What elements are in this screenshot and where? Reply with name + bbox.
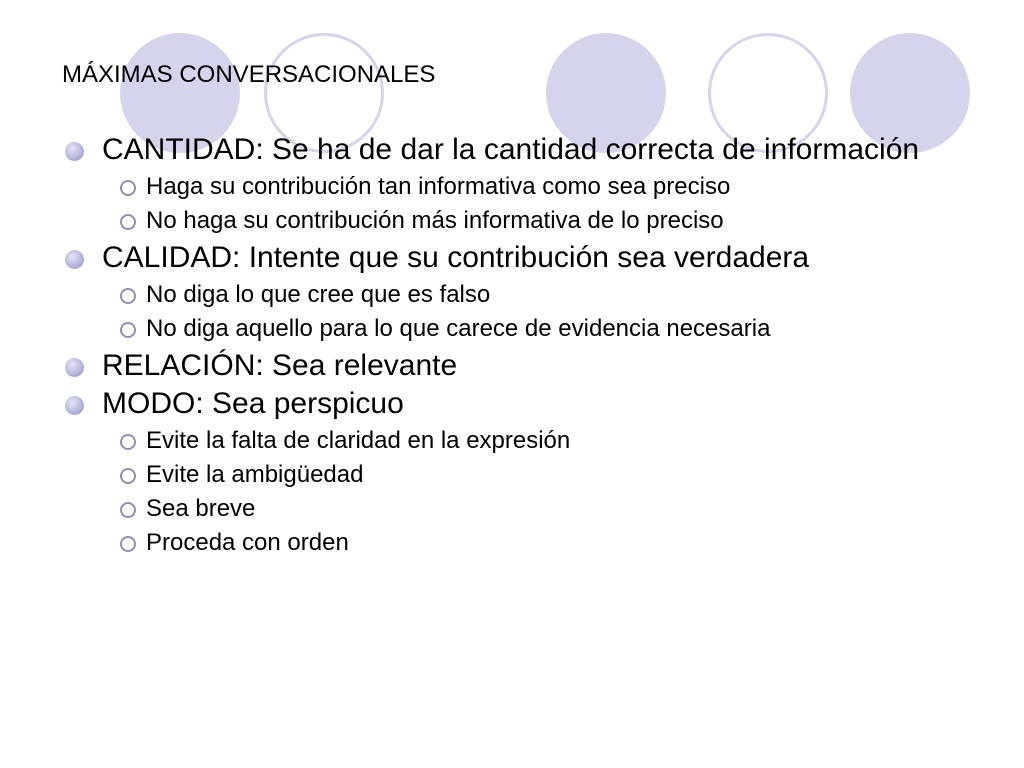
bullet-text: RELACIÓN: Sea relevante xyxy=(102,349,458,382)
bullet-list xyxy=(64,134,964,564)
sub-bullet-text: Evite la ambigüedad xyxy=(146,461,364,488)
bullet-dot-icon xyxy=(65,396,84,415)
sub-bullet-item xyxy=(102,526,964,560)
ring-bullet-icon xyxy=(120,214,136,230)
ring-bullet-icon xyxy=(120,322,136,338)
ring-bullet-icon xyxy=(120,502,136,518)
sub-bullet-item xyxy=(102,170,964,204)
sub-bullet-list xyxy=(102,170,964,238)
ring-bullet-icon xyxy=(120,288,136,304)
bullet-dot-icon xyxy=(65,250,84,269)
ring-bullet-icon xyxy=(120,468,136,484)
sub-bullet-item xyxy=(102,492,964,526)
bullet-item xyxy=(64,134,964,238)
ring-bullet-icon xyxy=(120,536,136,552)
sub-bullet-text: No diga aquello para lo que carece de evidencia necesaria xyxy=(146,315,771,342)
sub-bullet-item xyxy=(102,424,964,458)
ring-bullet-icon xyxy=(120,434,136,450)
sub-bullet-text: Proceda con orden xyxy=(146,529,349,556)
sub-bullet-item xyxy=(102,312,964,346)
sub-bullet-list xyxy=(102,424,964,560)
sub-bullet-list xyxy=(102,278,964,346)
bullet-item xyxy=(64,242,964,346)
bullet-text: CANTIDAD: Se ha de dar la cantidad correcta de información xyxy=(102,133,920,166)
sub-bullet-item xyxy=(102,278,964,312)
sub-bullet-text: No haga su contribución más informativa de lo preciso xyxy=(146,207,724,234)
slide-title: MÁXIMAS CONVERSACIONALES xyxy=(62,61,436,88)
bullet-dot-icon xyxy=(65,142,84,161)
sub-bullet-text: No diga lo que cree que es falso xyxy=(146,281,491,308)
sub-bullet-text: Haga su contribución tan informativa como sea preciso xyxy=(146,173,731,200)
bullet-dot-icon xyxy=(65,358,84,377)
bullet-item xyxy=(64,350,964,382)
sub-bullet-item xyxy=(102,458,964,492)
bullet-text: CALIDAD: Intente que su contribución sea verdadera xyxy=(102,241,810,274)
sub-bullet-item xyxy=(102,204,964,238)
ring-bullet-icon xyxy=(120,180,136,196)
sub-bullet-text: Evite la falta de claridad en la expresión xyxy=(146,427,571,454)
bullet-item xyxy=(64,388,964,560)
bullet-text: MODO: Sea perspicuo xyxy=(102,387,404,420)
sub-bullet-text: Sea breve xyxy=(146,495,256,522)
